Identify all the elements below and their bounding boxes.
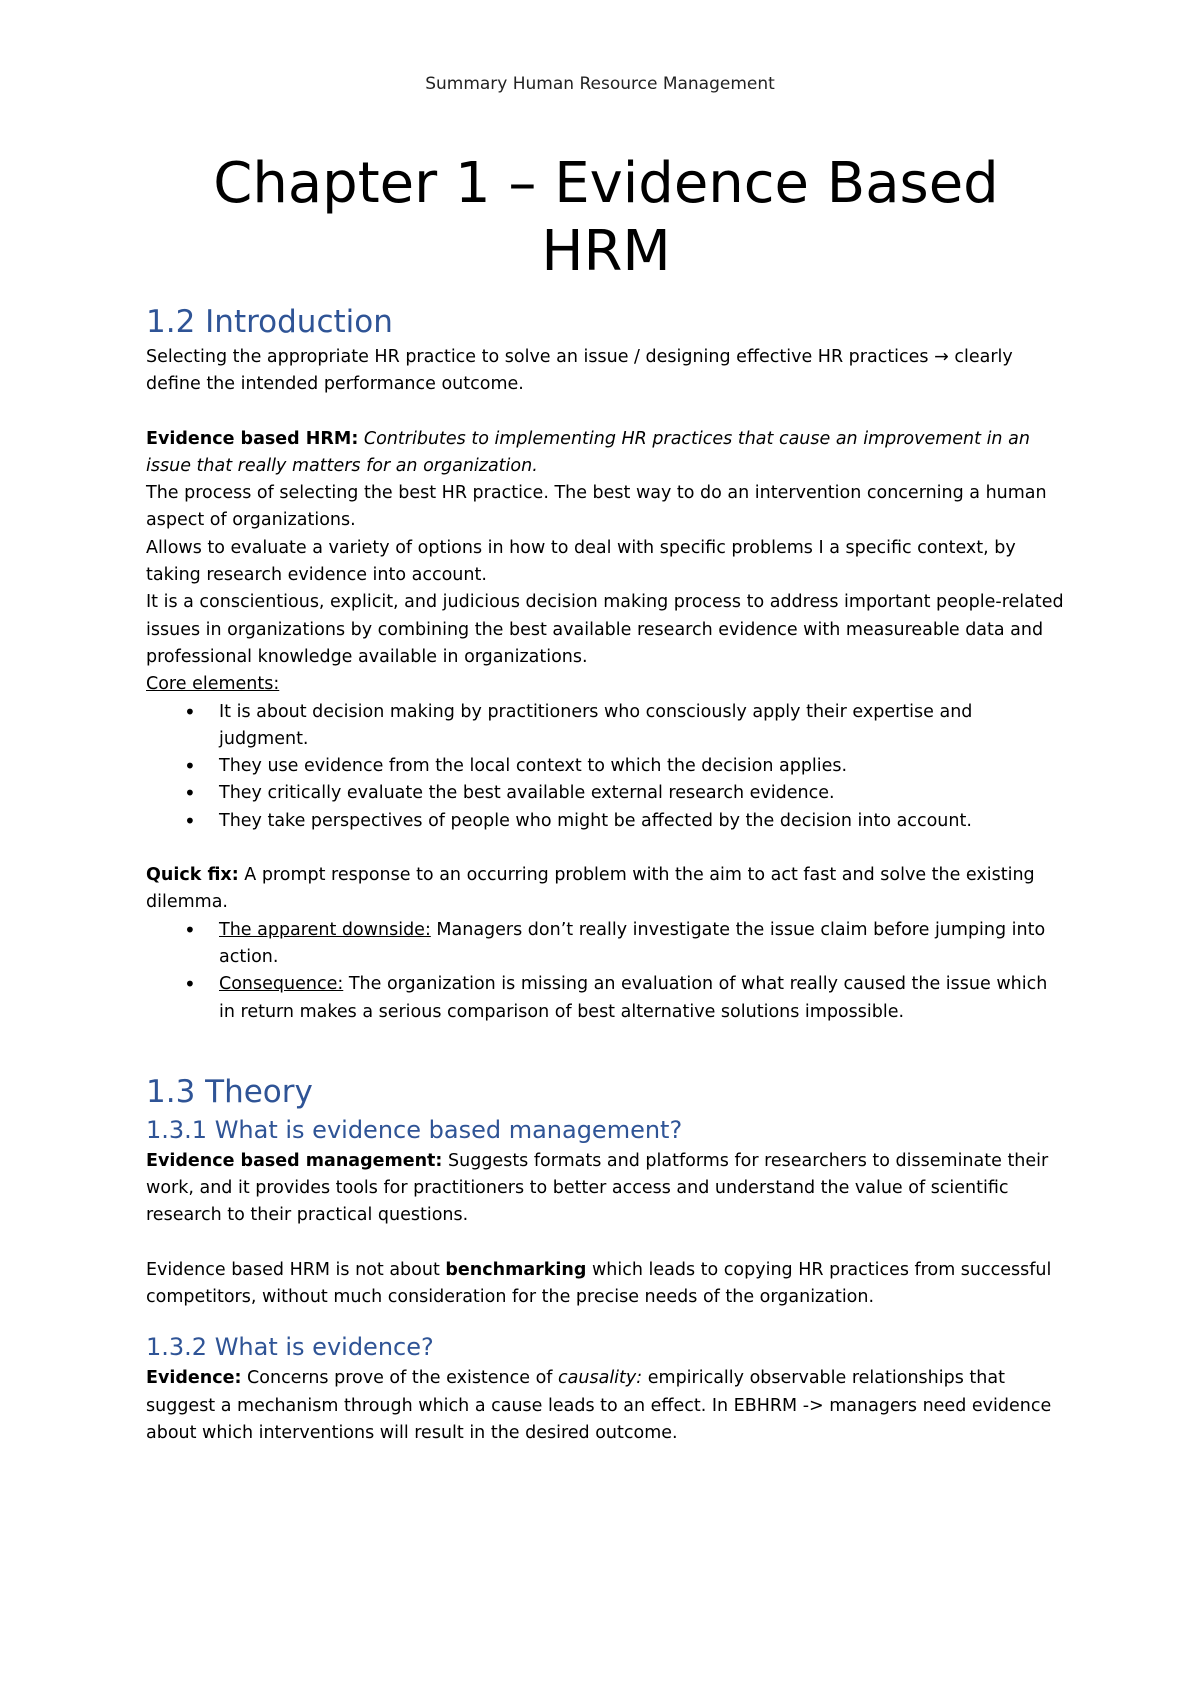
ebm-def: Suggests formats and platforms for researchers to disseminate their work, and it provides tools for practitioners to better access and understand the value of scientific research to their practical questions. <box>146 1150 1049 1226</box>
ebhrm-paragraph-4: It is a conscientious, explicit, and judicious decision making process to address important people-related issues in organizations by combining the best available research evidence with measureable data and professional knowledge available in organizations. <box>146 592 1064 667</box>
list-item: • It is about decision making by practitioners who consciously apply their expertise and judgment. <box>219 699 1066 754</box>
quick-fix-definition <box>146 862 1066 917</box>
benchmarking-text-a: Evidence based HRM is not about <box>146 1259 440 1280</box>
intro-paragraph: Selecting the appropriate HR practice to solve an issue / designing effective HR practices → clearly define the intended performance outcome. <box>146 347 1013 395</box>
subsection-heading-ebm: 1.3.1 What is evidence based management? <box>146 1115 683 1144</box>
consequence-label: Consequence: <box>219 974 344 995</box>
list-item <box>219 917 1066 972</box>
ebhrm-term: Evidence based HRM: <box>146 428 359 449</box>
evidence-definition <box>146 1365 1066 1447</box>
core-elements-label: Core elements: <box>146 674 280 695</box>
page-content <box>146 140 1066 1447</box>
evidence-text-a: Concerns prove of the existence of <box>247 1368 553 1389</box>
ebhrm-def: Contributes to implementing HR practices that cause an improvement in an issue that really matters for an organization. <box>146 428 1030 476</box>
running-header: Summary Human Resource Management <box>425 74 775 94</box>
quick-fix-term: Quick fix: <box>146 865 239 886</box>
consequence-text: The organization is missing an evaluation of what really caused the issue which in return makes a serious comparison of best alternative solutions impossible. <box>219 974 1048 1022</box>
chapter-title <box>146 150 1066 286</box>
section-heading-introduction: 1.2 Introduction <box>146 304 393 340</box>
evidence-italic: causality: <box>558 1368 643 1389</box>
quick-fix-list <box>146 917 1066 1026</box>
ebhrm-paragraph-3: Allows to evaluate a variety of options in how to deal with specific problems I a specific context, by taking research evidence into account. <box>146 537 1016 586</box>
list-item <box>219 971 1066 1026</box>
subsection-heading-evidence: 1.3.2 What is evidence? <box>146 1333 434 1362</box>
ebhrm-definition <box>146 426 1066 481</box>
downside-label: The apparent downside: <box>219 919 431 940</box>
benchmarking-bold: benchmarking <box>445 1259 587 1280</box>
evidence-text-b: empirically observable relationships that suggest a mechanism through which a cause leads to an effect. In EBHRM -> managers need evidence about which interventions will result in the desired outcome. <box>146 1368 1052 1443</box>
list-item: • They take perspectives of people who might be affected by the decision into account. <box>219 808 1066 835</box>
quick-fix-def: A prompt response to an occurring problem with the aim to act fast and solve the existing dilemma. <box>146 865 1035 913</box>
ebhrm-paragraph-2: The process of selecting the best HR practice. The best way to do an intervention concerning a human aspect of organizations. <box>146 483 1047 531</box>
chapter-title-line-1: Chapter 1 – Evidence Based <box>213 151 999 216</box>
section-heading-theory: 1.3 Theory <box>146 1073 313 1110</box>
evidence-term: Evidence: <box>146 1368 242 1389</box>
ebm-term: Evidence based management: <box>146 1150 443 1171</box>
core-elements-list <box>146 699 1066 835</box>
ebm-definition <box>146 1148 1066 1230</box>
list-item: • They critically evaluate the best available external research evidence. <box>219 780 1066 807</box>
benchmarking-paragraph <box>146 1257 1066 1312</box>
downside-text: Managers don’t really investigate the issue claim before jumping into action. <box>219 919 1046 967</box>
chapter-title-line-2: HRM <box>541 219 671 284</box>
list-item: • They use evidence from the local context to which the decision applies. <box>219 753 1066 780</box>
benchmarking-text-b: which leads to copying HR practices from successful competitors, without much consideration for the precise needs of the organization. <box>146 1259 1052 1308</box>
